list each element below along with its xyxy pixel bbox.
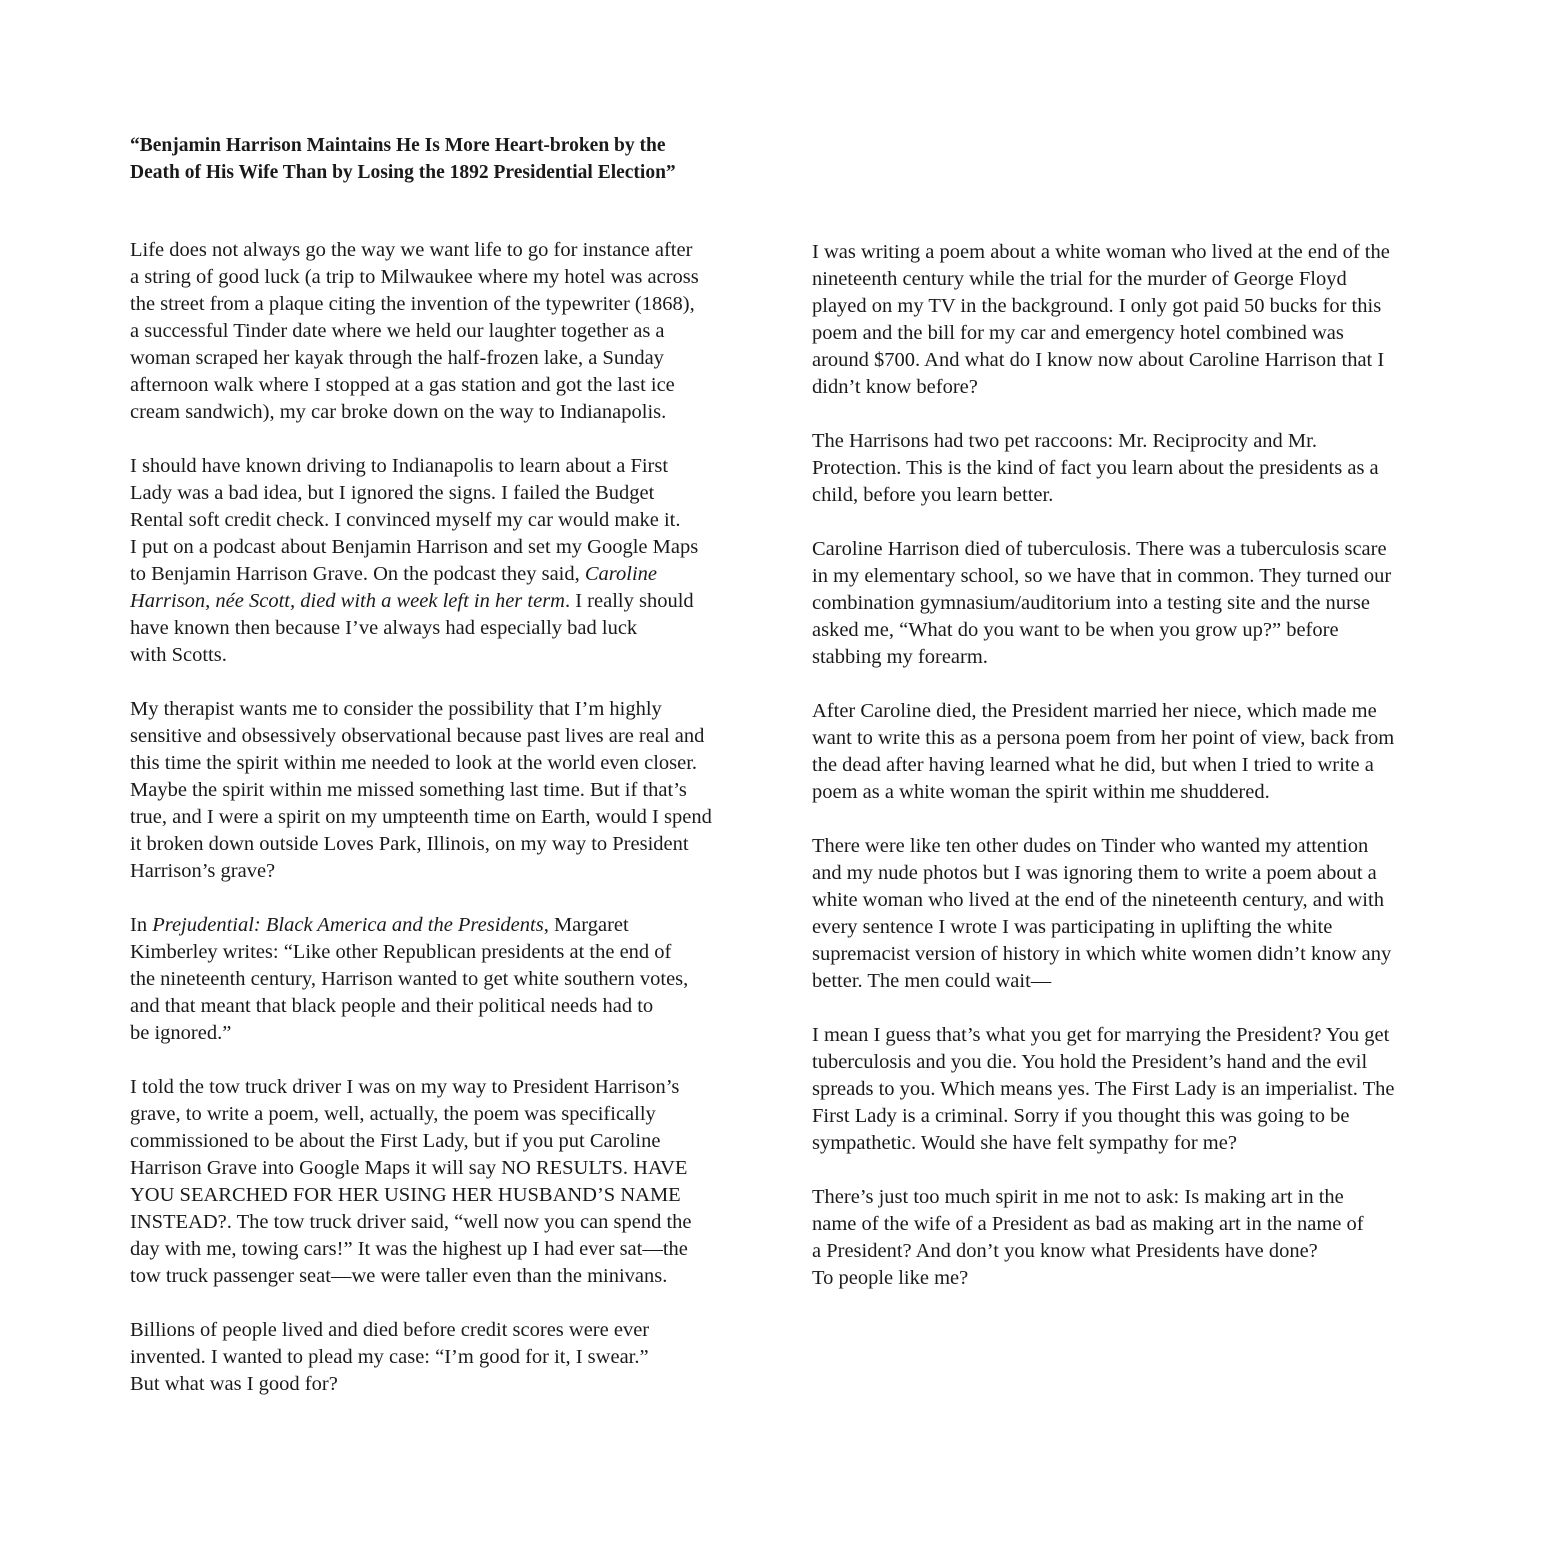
text-line: There were like ten other dudes on Tinder who wanted my attention [812,835,1369,857]
text-line: After Caroline died, the President married her niece, which made me [812,700,1377,722]
text-segment: , Margaret [543,914,629,936]
text-line: the street from a plaque citing the invention of the typewriter (1868), [130,293,695,315]
text-line: Caroline Harrison died of tuberculosis. There was a tuberculosis scare [812,538,1387,560]
text-line: true, and I were a spirit on my umpteenth time on Earth, would I spend [130,806,712,828]
text-line: asked me, “What do you want to be when you grow up?” before [812,619,1339,641]
text-line: white woman who lived at the end of the nineteenth century, and with [812,889,1384,911]
paragraph [130,453,770,669]
text-line: I mean I guess that’s what you get for marrying the President? You get [812,1024,1390,1046]
text-line: INSTEAD?. The tow truck driver said, “well now you can spend the [130,1211,692,1233]
text-line: played on my TV in the background. I only got paid 50 bucks for this [812,295,1382,317]
text-line: First Lady is a criminal. Sorry if you thought this was going to be [812,1105,1350,1127]
paragraph [130,1317,770,1398]
text-line: invented. I wanted to plead my case: “I’m good for it, I swear.” [130,1346,649,1368]
text-line: with Scotts. [130,644,227,666]
text-line: My therapist wants me to consider the possibility that I’m highly [130,698,662,720]
text-line: The Harrisons had two pet raccoons: Mr. Reciprocity and Mr. [812,430,1317,452]
text-line [130,588,770,615]
text-line: didn’t know before? [812,376,978,398]
text-line: But what was I good for? [130,1373,338,1395]
italic-segment: Caroline [584,563,658,585]
paragraph [812,1022,1452,1157]
text-line: cream sandwich), my car broke down on the way to Indianapolis. [130,401,667,423]
poem-title [130,132,790,186]
text-line: grave, to write a poem, well, actually, the poem was specifically [130,1103,656,1125]
text-line: Life does not always go the way we want life to go for instance after [130,239,693,261]
text-line: a President? And don’t you know what Presidents have done? [812,1240,1318,1262]
text-segment: to Benjamin Harrison Grave. On the podcast they said, [130,563,585,585]
text-line: Harrison Grave into Google Maps it will say NO RESULTS. HAVE [130,1157,688,1179]
text-line: sympathetic. Would she have felt sympathy for me? [812,1132,1237,1154]
paragraph [812,833,1452,995]
text-line: the nineteenth century, Harrison wanted to get white southern votes, [130,968,689,990]
paragraph [130,237,770,426]
paragraph [812,428,1452,509]
text-line: nineteenth century while the trial for the murder of George Floyd [812,268,1347,290]
paragraph [130,696,770,885]
text-line: want to write this as a persona poem from her point of view, back from [812,727,1395,749]
text-line: supremacist version of history in which white women didn’t know any [812,943,1392,965]
paragraph [130,1074,770,1290]
paragraph [812,698,1452,806]
text-line: the dead after having learned what he did, but when I tried to write a [812,754,1374,776]
text-line: day with me, towing cars!” It was the highest up I had ever sat—the [130,1238,688,1260]
text-line: and that meant that black people and their political needs had to [130,995,654,1017]
text-line: Lady was a bad idea, but I ignored the signs. I failed the Budget [130,482,655,504]
title-line: Death of His Wife Than by Losing the 1892 Presidential Election” [130,162,676,183]
text-line: better. The men could wait— [812,970,1052,992]
text-line: I was writing a poem about a white woman who lived at the end of the [812,241,1390,263]
text-line: stabbing my forearm. [812,646,988,668]
left-column [130,237,770,1425]
text-line: There’s just too much spirit in me not to ask: Is making art in the [812,1186,1344,1208]
text-line: I put on a podcast about Benjamin Harrison and set my Google Maps [130,536,699,558]
text-line: I should have known driving to Indianapolis to learn about a First [130,455,669,477]
text-line: poem and the bill for my car and emergency hotel combined was [812,322,1344,344]
text-line: commissioned to be about the First Lady, but if you put Caroline [130,1130,661,1152]
text-line: around $700. And what do I know now about Caroline Harrison that I [812,349,1385,371]
text-line: poem as a white woman the spirit within me shuddered. [812,781,1270,803]
text-line: have known then because I’ve always had especially bad luck [130,617,638,639]
text-segment: In [130,914,153,936]
text-line: combination gymnasium/auditorium into a testing site and the nurse [812,592,1370,614]
text-line: afternoon walk where I stopped at a gas station and got the last ice [130,374,675,396]
text-line: it broken down outside Loves Park, Illinois, on my way to President [130,833,689,855]
text-line: in my elementary school, so we have that in common. They turned our [812,565,1392,587]
text-line: and my nude photos but I was ignoring them to write a poem about a [812,862,1377,884]
title-line: “Benjamin Harrison Maintains He Is More Heart-broken by the [130,135,666,156]
text-line: Maybe the spirit within me missed something last time. But if that’s [130,779,687,801]
text-line: I told the tow truck driver I was on my way to President Harrison’s [130,1076,680,1098]
text-line: a successful Tinder date where we held our laughter together as a [130,320,665,342]
text-line: this time the spirit within me needed to look at the world even closer. [130,752,698,774]
text-line: To people like me? [812,1267,969,1289]
text-line [130,912,770,939]
text-line: child, before you learn better. [812,484,1054,506]
text-line: Rental soft credit check. I convinced myself my car would make it. [130,509,681,531]
text-line: YOU SEARCHED FOR HER USING HER HUSBAND’S NAME [130,1184,681,1206]
paragraph [812,239,1452,401]
italic-segment: Prejudential: Black America and the Presidents [152,914,544,936]
text-segment: . I really should [564,590,694,612]
text-line: every sentence I wrote I was participating in uplifting the white [812,916,1333,938]
paragraph [812,1184,1452,1292]
text-line: be ignored.” [130,1022,232,1044]
text-line: name of the wife of a President as bad as making art in the name of [812,1213,1364,1235]
text-line: Protection. This is the kind of fact you learn about the presidents as a [812,457,1379,479]
text-line: a string of good luck (a trip to Milwaukee where my hotel was across [130,266,699,288]
text-line: tow truck passenger seat—we were taller even than the minivans. [130,1265,668,1287]
text-line: spreads to you. Which means yes. The First Lady is an imperialist. The [812,1078,1395,1100]
paragraph [812,536,1452,671]
right-column [812,239,1452,1319]
text-line: sensitive and obsessively observational because past lives are real and [130,725,705,747]
italic-segment: Harrison, née Scott, died with a week left in her term [130,590,565,612]
text-line: tuberculosis and you die. You hold the President’s hand and the evil [812,1051,1368,1073]
text-line: Kimberley writes: “Like other Republican presidents at the end of [130,941,672,963]
text-line [130,561,770,588]
text-line: Billions of people lived and died before credit scores were ever [130,1319,650,1341]
text-line: woman scraped her kayak through the half-frozen lake, a Sunday [130,347,664,369]
paragraph [130,912,770,1047]
text-line: Harrison’s grave? [130,860,276,882]
